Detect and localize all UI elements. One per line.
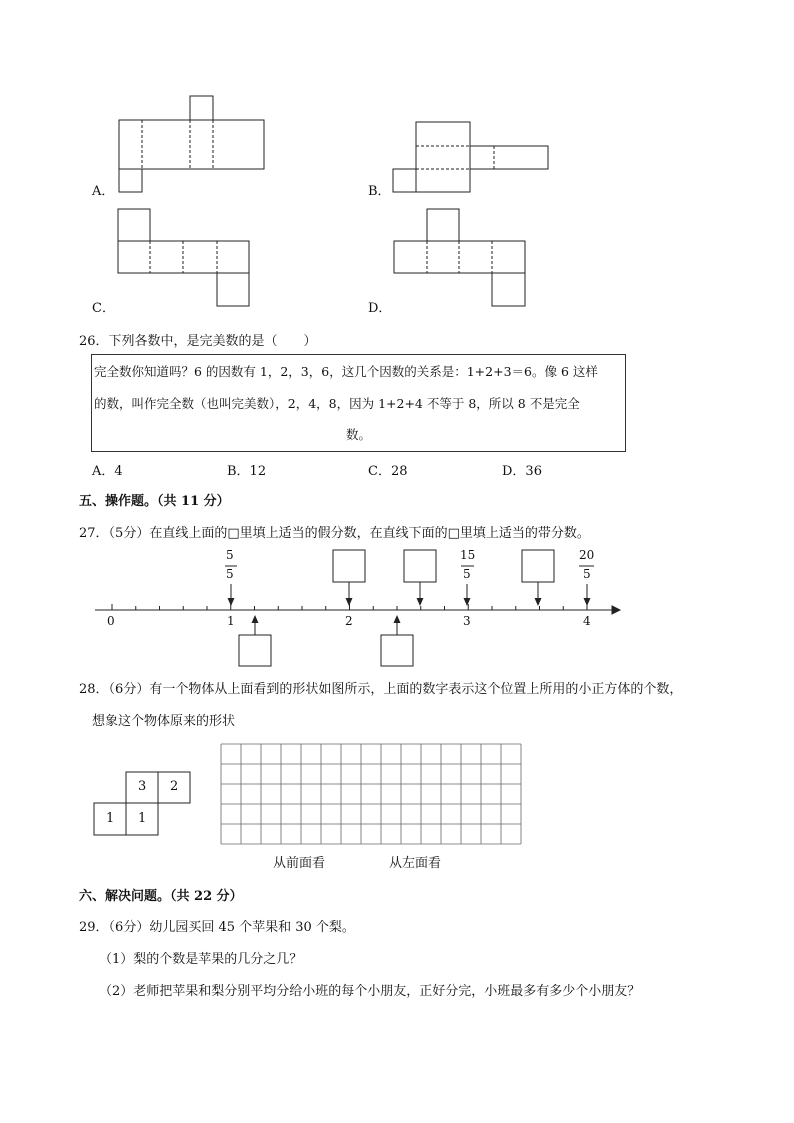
perfect-number-note-box (91, 354, 626, 452)
choice-d[interactable]: D．36 (502, 464, 542, 479)
question-27-stem: 27．（5分）在直线上面的□里填上适当的假分数，在直线下面的□里填上适当的带分数。 (79, 526, 590, 541)
axis-label-0: 0 (107, 614, 115, 628)
section-6-title: 六、解决问题。（共 22 分） (79, 889, 243, 904)
net-figure-a (0, 0, 794, 320)
drawing-grid[interactable] (0, 740, 794, 850)
top-view-cell-3: 1 (106, 811, 115, 826)
fraction-3-numerator: 20 (579, 548, 595, 562)
axis-label-3: 3 (463, 614, 471, 628)
answer-box-upper-2 (404, 550, 436, 582)
axis-label-1: 1 (227, 614, 235, 628)
question-29-stem: 29．（6分）幼儿园买回 45 个苹果和 30 个梨。 (79, 920, 355, 935)
option-b-label[interactable]: B． (368, 184, 391, 199)
caption-left-view: 从左面看 (389, 856, 442, 871)
option-d-label[interactable]: D． (368, 301, 392, 316)
question-29-sub1: （1）梨的个数是苹果的几分之几？ (99, 952, 303, 967)
axis-label-4: 4 (583, 614, 591, 628)
answer-box-upper-3 (522, 550, 554, 582)
option-a-label[interactable]: A． (92, 184, 115, 199)
fraction-2-denominator: 5 (463, 567, 471, 581)
note-line-1: 完全数你知道吗？6 的因数有 1，2，3，6，这几个因数的关系是：1+2+3＝6。像 6 这样 (94, 364, 598, 379)
top-view-cell-4: 1 (138, 811, 147, 826)
choice-c[interactable]: C．28 (368, 464, 408, 479)
number-line (0, 540, 794, 670)
question-26-stem: 26．下列各数中，是完美数的是（ ） (79, 334, 317, 349)
choice-b[interactable]: B．12 (227, 464, 267, 479)
fraction-1-numerator: 5 (226, 548, 234, 562)
answer-box-upper-1 (333, 550, 365, 582)
answer-box-lower-1 (239, 635, 271, 666)
choice-a[interactable]: A．4 (92, 464, 123, 479)
answer-box-lower-2 (381, 635, 413, 666)
section-5-title: 五、操作题。（共 11 分） (79, 494, 230, 509)
option-c-label[interactable]: C． (92, 301, 115, 316)
fraction-1-denominator: 5 (226, 567, 234, 581)
question-28-stem-line2: 想象这个物体原来的形状 (92, 714, 236, 729)
question-28-stem-line1: 28．（6分）有一个物体从上面看到的形状如图所示，上面的数字表示这个位置上所用的小正方体的个数， (79, 682, 683, 697)
caption-front-view: 从前面看 (273, 856, 326, 871)
note-line-3: 数。 (345, 427, 371, 442)
fraction-2-numerator: 15 (460, 548, 476, 562)
fraction-3-denominator: 5 (583, 567, 591, 581)
question-29-sub2: （2）老师把苹果和梨分别平均分给小班的每个小朋友，正好分完，小班最多有多少个小朋友？ (99, 984, 641, 999)
axis-label-2: 2 (345, 614, 353, 628)
note-line-2: 的数，叫作完全数（也叫完美数），2，4，8，因为 1+2+4 不等于 8，所以 8 不是完全 (94, 396, 580, 411)
top-view-cell-2: 2 (170, 779, 179, 794)
top-view-cell-1: 3 (138, 779, 147, 794)
